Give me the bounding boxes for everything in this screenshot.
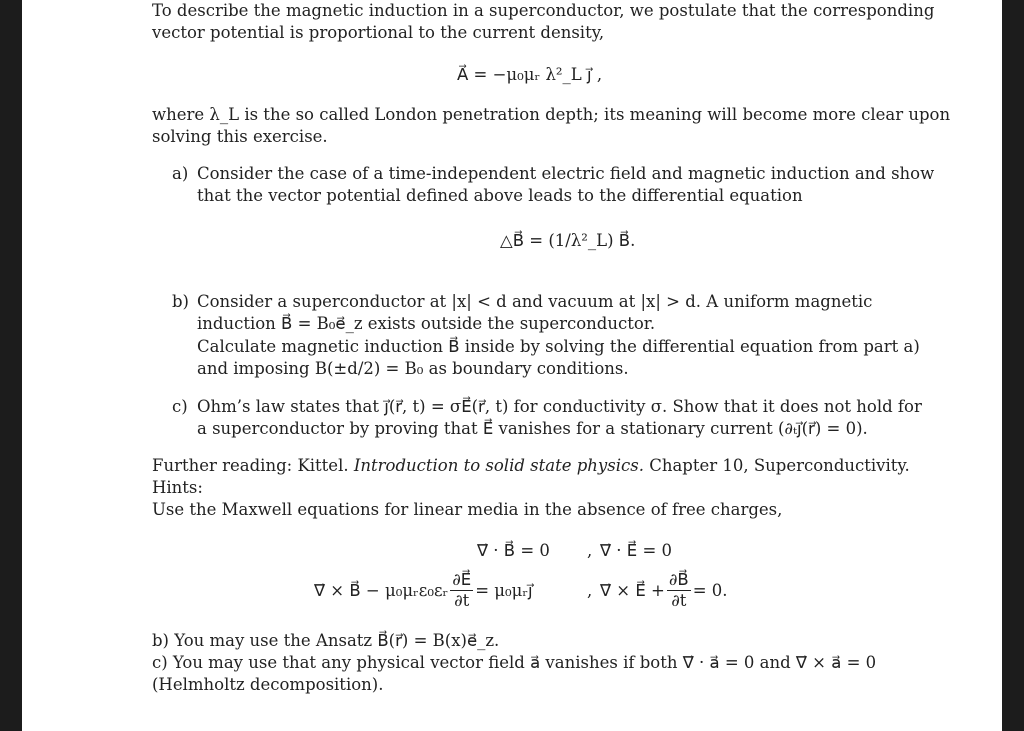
maxwell-sep-2: , (587, 581, 593, 600)
maxwell-sep-1: , (587, 541, 593, 560)
part-b-line-2: induction B⃗ = B₀e⃗_z exists outside the superconductor. (197, 314, 656, 333)
faraday-frac-num: ∂B⃗ (668, 570, 689, 589)
ampere-rhs: = μ₀μᵣj⃗ (475, 580, 533, 600)
intro-line-2: vector potential is proportional to the current density, (152, 23, 605, 42)
hint-c-line-1: c) You may use that any physical vector field a⃗ vanishes if both ∇⃗ · a⃗ = 0 and ∇⃗ × a⃗ = 0 (152, 653, 877, 672)
part-c-label: c) (172, 397, 188, 416)
part-b-line-4: and imposing B(±d/2) = B₀ as boundary conditions. (197, 359, 629, 378)
ampere-lhs: ∇⃗ × B⃗ − μ₀μᵣε₀εᵣ (314, 580, 449, 600)
part-b-line-3: Calculate magnetic induction B⃗ inside by solving the differential equation from part a) (197, 337, 920, 356)
part-a-label: a) (172, 164, 189, 183)
hint-b: b) You may use the Ansatz B⃗(r⃗) = B(x)e⃗_z. (152, 631, 500, 650)
part-a-line-1: Consider the case of a time-independent electric field and magnetic induction and show (197, 164, 935, 183)
faraday-frac-den: ∂t (671, 591, 687, 610)
document-page (22, 0, 1002, 731)
maxwell-div-b: ∇⃗ · B⃗ = 0 (477, 541, 550, 560)
further-reading (152, 455, 910, 478)
part-a-line-2: that the vector potential defined above leads to the differential equation (197, 186, 803, 205)
hint-c-line-2: (Helmholtz decomposition). (152, 675, 384, 694)
maxwell-ampere (314, 570, 533, 611)
ampere-frac-num: ∂E⃗ (452, 570, 472, 589)
faraday-fraction (667, 570, 691, 611)
intro-line-1: To describe the magnetic induction in a superconductor, we postulate that the corresponding (152, 1, 935, 20)
london-equation: A⃗ = −μ₀μᵣ λ²_L j⃗ , (457, 65, 603, 84)
hints-title: Hints: (152, 478, 203, 497)
part-b-label: b) (172, 292, 189, 311)
part-a-equation: △B⃗ = (1/λ²_L) B⃗. (500, 231, 636, 250)
maxwell-faraday (600, 570, 728, 611)
ampere-fraction (450, 570, 473, 611)
ampere-frac-den: ∂t (454, 591, 470, 610)
part-c-line-1: Ohm’s law states that j⃗(r⃗, t) = σE⃗(r⃗, t) for conductivity σ. Show that it does not hold for (197, 397, 922, 416)
faraday-rhs: = 0. (692, 580, 728, 600)
further-reading-suffix: Chapter 10, Superconductivity. (649, 456, 910, 475)
part-c-line-2: a superconductor by proving that E⃗ vanishes for a stationary current (∂ₜj⃗(r⃗) = 0). (197, 419, 868, 438)
where-line-2: solving this exercise. (152, 127, 328, 146)
faraday-lhs: ∇⃗ × E⃗ + (600, 580, 665, 600)
maxwell-div-e: ∇⃗ · E⃗ = 0 (600, 541, 673, 560)
where-line-1: where λ_L is the so called London penetration depth; its meaning will become more clear upon (152, 105, 951, 124)
maxwell-intro: Use the Maxwell equations for linear media in the absence of free charges, (152, 500, 783, 519)
part-b-line-1: Consider a superconductor at |x| < d and vacuum at |x| > d. A uniform magnetic (197, 292, 873, 311)
further-reading-book: Introduction to solid state physics. (353, 456, 644, 475)
further-reading-prefix: Further reading: Kittel. (152, 456, 349, 475)
